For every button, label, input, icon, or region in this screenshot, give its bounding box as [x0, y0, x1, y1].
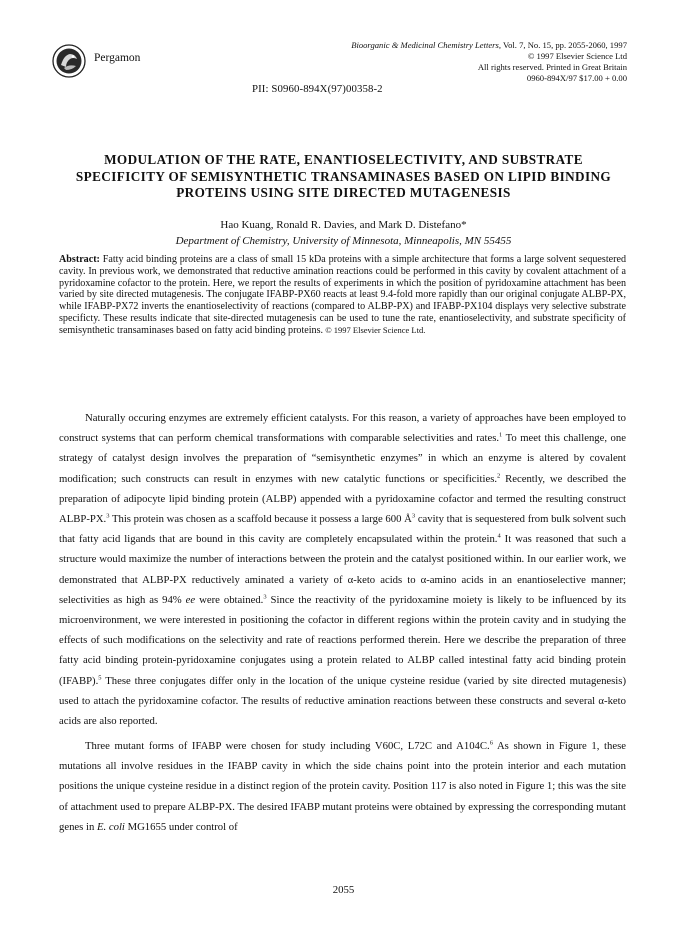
- copyright-line: © 1997 Elsevier Science Ltd: [527, 51, 627, 61]
- p1-text: Recently, we described the preparation of adipocyte lipid binding protein (ALBP) appended with a pyridoxamine cofactor and termed the resulting construct ALBP-PX.: [59, 472, 626, 526]
- p2-text: As shown in Figure 1, these mutations all involve residues in the IFABP cavity in which the side chains point into the protein interior and each mutation positions the unique cysteine residue in a distinct region of the protein cavity. Position 117 is also noted in Figure 1; this was the site of attachment used to prepare ALBP-PX. The desired IFABP mutant proteins were obtained by expressing the corresponding mutant genes in: [59, 740, 626, 833]
- publisher-name: Pergamon: [94, 52, 141, 64]
- journal-info: [297, 40, 627, 84]
- abstract: [59, 254, 626, 337]
- pergamon-logo: [52, 44, 86, 78]
- citation: 6: [489, 739, 493, 747]
- p2-text: MG1655 under control of: [124, 820, 238, 833]
- paragraph-2: [59, 736, 626, 837]
- pii: PII: S0960-894X(97)00358-2: [252, 83, 383, 95]
- p1-text: cavity that is sequestered from bulk solvent such that fatty acid ligands that are bound in this cavity are completely encapsulated within the protein.: [59, 513, 627, 546]
- p1-text: It was reasoned that such a structure would maximize the number of interactions between the protein and the catalyst positioned within. In our earlier work, we demonstrated that ALBP-PX reductively aminated a variety of α-keto acids to α-amino acids in an enantioselective manner; selectivities as high as 94%: [59, 533, 626, 606]
- p1-text: To meet this challenge, one strategy of catalyst design involves the preparation of “semisynthetic enzymes” in which an enzyme is altered by covalent modification; such constructs can result in enzymes with new catalytic functions or specificities.: [59, 432, 626, 485]
- citation: 5: [98, 674, 102, 682]
- abstract-copyright: © 1997 Elsevier Science Ltd.: [323, 324, 426, 335]
- rights-line: All rights reserved. Printed in Great Britain: [477, 62, 627, 72]
- citation: 3: [263, 593, 267, 601]
- p1-text: This protein was chosen as a scaffold because it possess a large 600 Å: [109, 513, 412, 526]
- p1-text: were obtained.: [195, 593, 264, 606]
- authors: Hao Kuang, Ronald R. Davies, and Mark D. Distefano*: [220, 219, 467, 231]
- superscript-cube: 3: [411, 512, 416, 520]
- species-italic: E. coli: [97, 820, 125, 833]
- ee-italic: ee: [185, 593, 196, 606]
- p1-text: Since the reactivity of the pyridoxamine moiety is likely to be influenced by its microenvironment, we were interested in positioning the cofactor in different regions within the protein cavity and in studying the effects of such modifications on the selectivity and rate of reactions performed therein. Here we describe the preparation of three fatty acid binding protein-pyridoxamine conjugates using a protein related to ALBP called intestinal fatty acid binding protein (IFABP).: [59, 593, 626, 687]
- p1-text: Naturally occuring enzymes are extremely efficient catalysts. For this reason, a variety of approaches have been employed to construct systems that can perform chemical transformations with comparable selectivities and rates.: [59, 412, 626, 445]
- page-number: 2055: [332, 884, 355, 896]
- abstract-text: Fatty acid binding proteins are a class of small 15 kDa proteins with a simple architecture that forms a large solvent sequestered cavity. In previous work, we demonstrated that reductive amination reactions could be performed in this cavity by covalent attachment of a pyridoxamine cofactor to the protein. Here, we report the results of experiments in which the position of pyridoxamine attachment has been varied by site directed mutagenesis. The conjugate IFABP-PX60 reacts at least 9.4-fold more rapidly than our original conjugate ALBP-PX, while IFABP-PX72 inverts the enantioselectivity of reactions (compared to ALBP-PX) and IFABP-PX104 displays very selective substrate specificty. These results indicate that site-directed mutagenesis can be used to tune the rate, enantioselectivity, and substrate specificity of semisynthetic transaminases based on fatty acid binding proteins.: [59, 254, 626, 336]
- citation: 2: [497, 472, 501, 480]
- issn-line: 0960-894X/97 $17.00 + 0.00: [526, 73, 627, 83]
- abstract-label: Abstract:: [59, 254, 100, 265]
- journal-volume: Vol. 7, No. 15, pp. 2055-2060, 1997: [501, 40, 627, 50]
- citation: 4: [497, 532, 501, 540]
- p2-text: Three mutant forms of IFABP were chosen for study including V60C, L72C and A104C.: [85, 740, 490, 752]
- paragraph-1: [59, 408, 626, 731]
- p1-text: These three conjugates differ only in the location of the unique cysteine residue (varied by site directed mutagenesis) used to attach the pyridoxamine cofactor. The results of reductive amination reactions between these constructs and several α-keto acids are also reported.: [59, 674, 626, 728]
- citation: 3: [106, 512, 110, 520]
- citation: 1: [499, 431, 503, 439]
- journal-name: Bioorganic & Medicinal Chemistry Letters,: [351, 40, 502, 50]
- article-title: MODULATION OF THE RATE, ENANTIOSELECTIVITY, AND SUBSTRATE SPECIFICITY OF SEMISYNTHETIC TRANSAMINASES BASED ON LIPID BINDING PROTEINS USING SITE DIRECTED MUTAGENESIS: [75, 152, 612, 200]
- affiliation: Department of Chemistry, University of Minnesota, Minneapolis, MN 55455: [175, 235, 512, 247]
